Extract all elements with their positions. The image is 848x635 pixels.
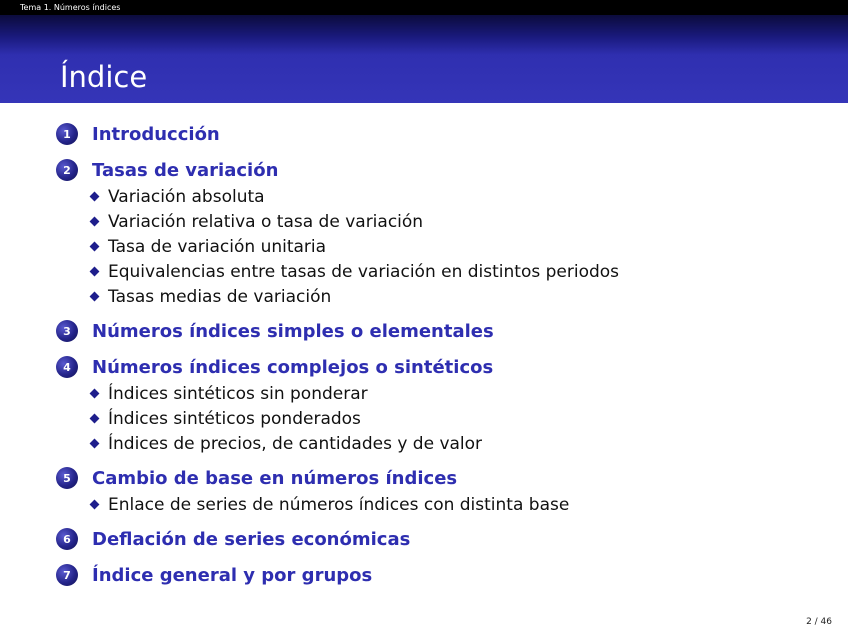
toc-subsection-link[interactable]: Variación absoluta xyxy=(108,186,265,207)
toc-subsection-list xyxy=(56,184,836,309)
toc-section xyxy=(56,156,836,309)
toc-subsection-link[interactable]: Índices de precios, de cantidades y de valor xyxy=(108,433,483,454)
diamond-bullet-icon xyxy=(90,439,100,449)
diamond-bullet-icon xyxy=(90,267,100,277)
running-title: Tema 1. Números índices xyxy=(20,3,121,12)
diamond-bullet-icon xyxy=(90,389,100,399)
section-number-ball-icon: 5 xyxy=(56,467,78,489)
toc-subsection[interactable] xyxy=(91,431,836,456)
toc-section-link[interactable]: Tasas de variación xyxy=(92,159,279,181)
toc-subsection[interactable] xyxy=(91,184,836,209)
toc-section-row[interactable] xyxy=(56,464,836,492)
toc-section xyxy=(56,525,836,553)
toc-section-link[interactable]: Números índices simples o elementales xyxy=(92,320,494,342)
toc-section-link[interactable]: Introducción xyxy=(92,123,220,145)
section-number-ball-icon: 6 xyxy=(56,528,78,550)
diamond-bullet-icon xyxy=(90,217,100,227)
toc-subsection-link[interactable]: Índices sintéticos ponderados xyxy=(108,408,361,429)
section-number-ball-icon: 7 xyxy=(56,564,78,586)
toc-section xyxy=(56,561,836,589)
toc-section xyxy=(56,317,836,345)
toc-subsection-link[interactable]: Enlace de series de números índices con distinta base xyxy=(108,494,570,515)
frame-title: Índice xyxy=(60,60,148,94)
toc-subsection-list xyxy=(56,492,836,517)
section-number-ball-icon: 2 xyxy=(56,159,78,181)
section-number-ball-icon: 1 xyxy=(56,123,78,145)
diamond-bullet-icon xyxy=(90,192,100,202)
toc-subsection[interactable] xyxy=(91,492,836,517)
toc-subsection-link[interactable]: Equivalencias entre tasas de variación en distintos periodos xyxy=(108,261,620,282)
toc-subsection-link[interactable]: Tasa de variación unitaria xyxy=(108,236,327,257)
toc-section xyxy=(56,464,836,517)
toc-subsection[interactable] xyxy=(91,234,836,259)
toc-section-link[interactable]: Deflación de series económicas xyxy=(92,528,411,550)
toc-subsection[interactable] xyxy=(91,259,836,284)
toc-subsection[interactable] xyxy=(91,406,836,431)
toc-section-row[interactable] xyxy=(56,353,836,381)
toc-section xyxy=(56,120,836,148)
toc-section-link[interactable]: Números índices complejos o sintéticos xyxy=(92,356,494,378)
toc-section-row[interactable] xyxy=(56,317,836,345)
toc-section xyxy=(56,353,836,456)
toc-section-row[interactable] xyxy=(56,156,836,184)
diamond-bullet-icon xyxy=(90,500,100,510)
section-number-ball-icon: 4 xyxy=(56,356,78,378)
toc-section-row[interactable] xyxy=(56,525,836,553)
toc-subsection-link[interactable]: Tasas medias de variación xyxy=(108,286,332,307)
toc-subsection[interactable] xyxy=(91,209,836,234)
toc-subsection-link[interactable]: Variación relativa o tasa de variación xyxy=(108,211,424,232)
table-of-contents xyxy=(56,120,836,597)
page-number: 2 / 46 xyxy=(806,617,832,627)
section-number-ball-icon: 3 xyxy=(56,320,78,342)
toc-subsection-list xyxy=(56,381,836,456)
toc-subsection[interactable] xyxy=(91,381,836,406)
toc-section-row[interactable] xyxy=(56,120,836,148)
toc-section-row[interactable] xyxy=(56,561,836,589)
running-header xyxy=(0,0,848,15)
toc-subsection[interactable] xyxy=(91,284,836,309)
diamond-bullet-icon xyxy=(90,414,100,424)
toc-subsection-link[interactable]: Índices sintéticos sin ponderar xyxy=(108,383,368,404)
toc-section-link[interactable]: Índice general y por grupos xyxy=(92,564,373,586)
frame-title-bar xyxy=(0,15,848,103)
diamond-bullet-icon xyxy=(90,292,100,302)
diamond-bullet-icon xyxy=(90,242,100,252)
toc-section-link[interactable]: Cambio de base en números índices xyxy=(92,467,458,489)
